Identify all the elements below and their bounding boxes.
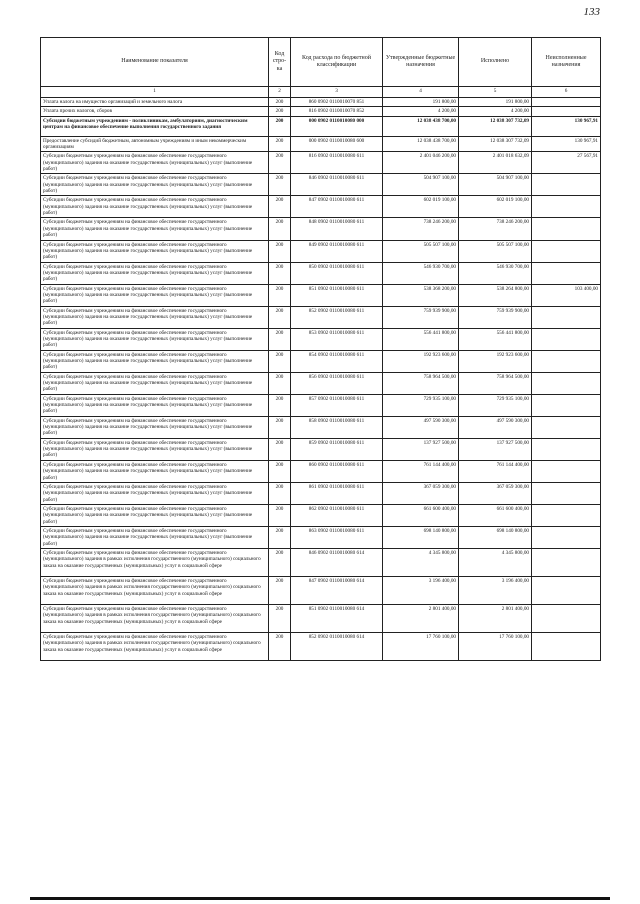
page-bottom-border [30,897,610,900]
row-approved-amount: 4 200,00 [383,107,459,116]
row-not-executed-amount [532,604,601,632]
row-code: 200 [269,98,291,107]
table-row [41,576,601,604]
page-number: 133 [583,6,600,18]
row-code: 200 [269,394,291,416]
row-executed-amount: 602 019 100,00 [459,196,532,218]
row-not-executed-amount [532,350,601,372]
row-executed-amount: 4 345 800,00 [459,548,532,576]
column-index: 3 [291,87,383,98]
row-budget-code: 862 0902 0110010080 611 [291,504,383,526]
table-row [41,350,601,372]
table-row [41,306,601,328]
row-executed-amount: 17 760 100,00 [459,632,532,660]
table-header-row [41,38,601,87]
row-indicator-name: Субсидии бюджетным учреждениям на финансовое обеспечение государственного (муниципального) задания на оказание государственных (муниципальных) услуг (выполнение работ) [41,526,269,548]
header-budget-code: Код расхода по бюджетной классификации [291,38,383,87]
row-code: 200 [269,526,291,548]
column-index-row [41,87,601,98]
row-approved-amount: 729 935 100,00 [383,394,459,416]
row-code: 200 [269,107,291,116]
row-code: 200 [269,460,291,482]
row-approved-amount: 698 140 800,00 [383,526,459,548]
row-not-executed-amount [532,240,601,262]
row-code: 200 [269,504,291,526]
row-executed-amount: 546 930 700,00 [459,262,532,284]
row-code: 200 [269,482,291,504]
row-executed-amount: 2 801 400,00 [459,604,532,632]
header-approved: Утвержденные бюджетные назначения [383,38,459,87]
row-approved-amount: 758 964 500,00 [383,372,459,394]
row-not-executed-amount [532,632,601,660]
row-indicator-name: Уплата прочих налогов, сборов [41,107,269,116]
row-code: 200 [269,136,291,152]
row-not-executed-amount [532,460,601,482]
row-code: 200 [269,372,291,394]
row-executed-amount: 698 140 800,00 [459,526,532,548]
row-indicator-name: Субсидии бюджетным учреждениям на финансовое обеспечение государственного (муниципального) задания в рамках исполнения государственного (муниципального) социального заказа на оказание государственных (муниципальных) услуг в социальной сфере [41,548,269,576]
row-budget-code: 851 0902 0110010080 611 [291,284,383,306]
row-approved-amount: 4 345 800,00 [383,548,459,576]
table-row [41,152,601,174]
row-code: 200 [269,438,291,460]
row-budget-code: 816 0902 0110010080 611 [291,152,383,174]
column-index: 5 [459,87,532,98]
row-indicator-name: Уплата налога на имущество организаций и земельного налога [41,98,269,107]
row-executed-amount: 4 200,00 [459,107,532,116]
row-executed-amount: 2 401 018 632,09 [459,152,532,174]
row-budget-code: 848 0902 0110010080 611 [291,218,383,240]
table-row [41,482,601,504]
table-row [41,262,601,284]
row-indicator-name: Субсидии бюджетным учреждениям на финансовое обеспечение государственного (муниципального) задания на оказание государственных (муниципальных) услуг (выполнение работ) [41,306,269,328]
row-approved-amount: 12 038 438 700,00 [383,136,459,152]
row-approved-amount: 759 939 900,00 [383,306,459,328]
header-row-code: Код стро-ка [269,38,291,87]
row-code: 200 [269,152,291,174]
row-not-executed-amount [532,174,601,196]
row-not-executed-amount [532,548,601,576]
table-row [41,416,601,438]
row-indicator-name: Субсидии бюджетным учреждениям на финансовое обеспечение государственного (муниципального) задания на оказание государственных (муниципальных) услуг (выполнение работ) [41,240,269,262]
row-indicator-name: Субсидии бюджетным учреждениям на финансовое обеспечение государственного (муниципального) задания на оказание государственных (муниципальных) услуг (выполнение работ) [41,196,269,218]
row-approved-amount: 191 800,00 [383,98,459,107]
row-approved-amount: 546 930 700,00 [383,262,459,284]
row-executed-amount: 137 927 500,00 [459,438,532,460]
header-indicator-name: Наименование показателя [41,38,269,87]
table-row [41,116,601,136]
row-budget-code: 846 0902 0110010080 614 [291,548,383,576]
row-executed-amount: 729 935 100,00 [459,394,532,416]
row-budget-code: 851 0902 0110010080 614 [291,604,383,632]
row-indicator-name: Субсидии бюджетным учреждениям на финансовое обеспечение государственного (муниципального) задания на оказание государственных (муниципальных) услуг (выполнение работ) [41,262,269,284]
row-budget-code: 860 0902 0110010080 611 [291,460,383,482]
row-executed-amount: 12 038 307 732,09 [459,116,532,136]
row-executed-amount: 12 038 307 732,09 [459,136,532,152]
budget-execution-table [40,37,601,661]
table-row [41,328,601,350]
row-budget-code: 852 0902 0110010080 614 [291,632,383,660]
row-code: 200 [269,240,291,262]
row-budget-code: 816 0902 0110010070 852 [291,107,383,116]
table-row [41,604,601,632]
row-budget-code: 858 0902 0110010080 611 [291,416,383,438]
row-budget-code: 853 0902 0110010080 611 [291,328,383,350]
row-code: 200 [269,350,291,372]
row-approved-amount: 192 923 600,00 [383,350,459,372]
row-approved-amount: 12 038 438 700,00 [383,116,459,136]
row-approved-amount: 137 927 500,00 [383,438,459,460]
row-code: 200 [269,604,291,632]
row-indicator-name: Субсидии бюджетным учреждениям на финансовое обеспечение государственного (муниципального) задания в рамках исполнения государственного (муниципального) социального заказа на оказание государственных (муниципальных) услуг в социальной сфере [41,632,269,660]
table-row [41,284,601,306]
row-executed-amount: 505 507 100,00 [459,240,532,262]
table-row [41,548,601,576]
row-budget-code: 850 0902 0110010080 611 [291,262,383,284]
row-approved-amount: 504 907 100,00 [383,174,459,196]
row-budget-code: 860 0902 0110010070 851 [291,98,383,107]
row-approved-amount: 738 246 200,00 [383,218,459,240]
column-index: 4 [383,87,459,98]
row-indicator-name: Субсидии бюджетным учреждениям на финансовое обеспечение государственного (муниципального) задания на оказание государственных (муниципальных) услуг (выполнение работ) [41,328,269,350]
row-indicator-name: Субсидии бюджетным учреждениям на финансовое обеспечение государственного (муниципального) задания на оказание государственных (муниципальных) услуг (выполнение работ) [41,394,269,416]
row-indicator-name: Субсидии бюджетным учреждениям на финансовое обеспечение государственного (муниципального) задания на оказание государственных (муниципальных) услуг (выполнение работ) [41,152,269,174]
row-approved-amount: 761 144 400,00 [383,460,459,482]
row-budget-code: 863 0902 0110010080 611 [291,526,383,548]
row-code: 200 [269,196,291,218]
row-code: 200 [269,174,291,196]
row-budget-code: 856 0902 0110010080 611 [291,372,383,394]
table-row [41,438,601,460]
table-row [41,98,601,107]
row-budget-code: 000 0902 0110010080 000 [291,116,383,136]
row-executed-amount: 761 144 400,00 [459,460,532,482]
row-approved-amount: 505 507 100,00 [383,240,459,262]
header-executed: Исполнено [459,38,532,87]
row-not-executed-amount [532,482,601,504]
row-executed-amount: 758 964 500,00 [459,372,532,394]
row-approved-amount: 367 059 300,00 [383,482,459,504]
row-not-executed-amount: 130 967,91 [532,136,601,152]
row-indicator-name: Субсидии бюджетным учреждениям на финансовое обеспечение государственного (муниципального) задания на оказание государственных (муниципальных) услуг (выполнение работ) [41,218,269,240]
row-budget-code: 000 0902 0110010080 600 [291,136,383,152]
row-not-executed-amount [532,107,601,116]
row-not-executed-amount [532,306,601,328]
row-approved-amount: 661 600 400,00 [383,504,459,526]
table-row [41,526,601,548]
row-approved-amount: 556 441 800,00 [383,328,459,350]
row-executed-amount: 504 907 100,00 [459,174,532,196]
table-body [41,98,601,661]
row-not-executed-amount [532,262,601,284]
row-indicator-name: Субсидии бюджетным учреждениям на финансовое обеспечение государственного (муниципального) задания на оказание государственных (муниципальных) услуг (выполнение работ) [41,350,269,372]
row-not-executed-amount: 130 967,91 [532,116,601,136]
row-executed-amount: 367 059 300,00 [459,482,532,504]
row-indicator-name: Субсидии бюджетным учреждениям на финансовое обеспечение государственного (муниципального) задания на оказание государственных (муниципальных) услуг (выполнение работ) [41,482,269,504]
header-not-executed: Неисполненные назначения [532,38,601,87]
column-index: 6 [532,87,601,98]
table-row [41,240,601,262]
table-row [41,504,601,526]
row-indicator-name: Субсидии бюджетным учреждениям на финансовое обеспечение государственного (муниципального) задания на оказание государственных (муниципальных) услуг (выполнение работ) [41,438,269,460]
row-indicator-name: Субсидии бюджетным учреждениям на финансовое обеспечение государственного (муниципального) задания на оказание государственных (муниципальных) услуг (выполнение работ) [41,174,269,196]
row-indicator-name: Субсидии бюджетным учреждениям на финансовое обеспечение государственного (муниципального) задания в рамках исполнения государственного (муниципального) социального заказа на оказание государственных (муниципальных) услуг в социальной сфере [41,604,269,632]
row-not-executed-amount [532,526,601,548]
row-approved-amount: 2 801 400,00 [383,604,459,632]
row-budget-code: 847 0902 0110010080 614 [291,576,383,604]
row-budget-code: 861 0902 0110010080 611 [291,482,383,504]
row-approved-amount: 602 019 100,00 [383,196,459,218]
row-not-executed-amount [532,98,601,107]
table-row [41,632,601,660]
row-not-executed-amount [532,438,601,460]
row-not-executed-amount: 103 400,00 [532,284,601,306]
row-code: 200 [269,548,291,576]
row-executed-amount: 191 800,00 [459,98,532,107]
table-row [41,107,601,116]
row-executed-amount: 497 590 300,00 [459,416,532,438]
row-budget-code: 854 0902 0110010080 611 [291,350,383,372]
row-executed-amount: 759 939 900,00 [459,306,532,328]
row-not-executed-amount [532,394,601,416]
row-code: 200 [269,284,291,306]
row-code: 200 [269,328,291,350]
row-code: 200 [269,116,291,136]
row-approved-amount: 3 196 400,00 [383,576,459,604]
row-executed-amount: 661 600 400,00 [459,504,532,526]
table-row [41,460,601,482]
row-budget-code: 852 0902 0110010080 611 [291,306,383,328]
row-indicator-name: Субсидии бюджетным учреждениям на финансовое обеспечение государственного (муниципального) задания на оказание государственных (муниципальных) услуг (выполнение работ) [41,284,269,306]
row-budget-code: 859 0902 0110010080 611 [291,438,383,460]
row-indicator-name: Субсидии бюджетным учреждениям на финансовое обеспечение государственного (муниципального) задания на оказание государственных (муниципальных) услуг (выполнение работ) [41,460,269,482]
row-budget-code: 849 0902 0110010080 611 [291,240,383,262]
row-code: 200 [269,632,291,660]
row-indicator-name: Субсидии бюджетным учреждениям на финансовое обеспечение государственного (муниципального) задания на оказание государственных (муниципальных) услуг (выполнение работ) [41,504,269,526]
row-executed-amount: 3 196 400,00 [459,576,532,604]
row-code: 200 [269,416,291,438]
row-approved-amount: 497 590 300,00 [383,416,459,438]
table-row [41,136,601,152]
row-budget-code: 857 0902 0110010080 611 [291,394,383,416]
row-code: 200 [269,306,291,328]
row-not-executed-amount [532,218,601,240]
row-not-executed-amount: 27 567,91 [532,152,601,174]
row-code: 200 [269,262,291,284]
row-approved-amount: 538 368 200,00 [383,284,459,306]
row-not-executed-amount [532,416,601,438]
row-executed-amount: 538 264 800,00 [459,284,532,306]
row-not-executed-amount [532,576,601,604]
table-row [41,218,601,240]
row-indicator-name: Субсидии бюджетным учреждениям - поликлиникам, амбулаториям, диагностическим центрам на финансовое обеспечение выполнения государственного задания [41,116,269,136]
row-budget-code: 847 0902 0110010080 611 [291,196,383,218]
row-indicator-name: Предоставление субсидий бюджетным, автономным учреждениям и иным некоммерческим организациям [41,136,269,152]
row-executed-amount: 738 246 200,00 [459,218,532,240]
row-code: 200 [269,576,291,604]
row-executed-amount: 556 441 800,00 [459,328,532,350]
table-row [41,372,601,394]
row-code: 200 [269,218,291,240]
row-not-executed-amount [532,504,601,526]
row-budget-code: 846 0902 0110010080 611 [291,174,383,196]
row-indicator-name: Субсидии бюджетным учреждениям на финансовое обеспечение государственного (муниципального) задания в рамках исполнения государственного (муниципального) социального заказа на оказание государственных (муниципальных) услуг в социальной сфере [41,576,269,604]
row-not-executed-amount [532,196,601,218]
column-index: 2 [269,87,291,98]
row-approved-amount: 2 401 046 200,00 [383,152,459,174]
row-not-executed-amount [532,372,601,394]
table-row [41,196,601,218]
column-index: 1 [41,87,269,98]
table-row [41,174,601,196]
row-executed-amount: 192 923 600,00 [459,350,532,372]
row-indicator-name: Субсидии бюджетным учреждениям на финансовое обеспечение государственного (муниципального) задания на оказание государственных (муниципальных) услуг (выполнение работ) [41,372,269,394]
table-row [41,394,601,416]
row-indicator-name: Субсидии бюджетным учреждениям на финансовое обеспечение государственного (муниципального) задания на оказание государственных (муниципальных) услуг (выполнение работ) [41,416,269,438]
row-not-executed-amount [532,328,601,350]
row-approved-amount: 17 760 100,00 [383,632,459,660]
